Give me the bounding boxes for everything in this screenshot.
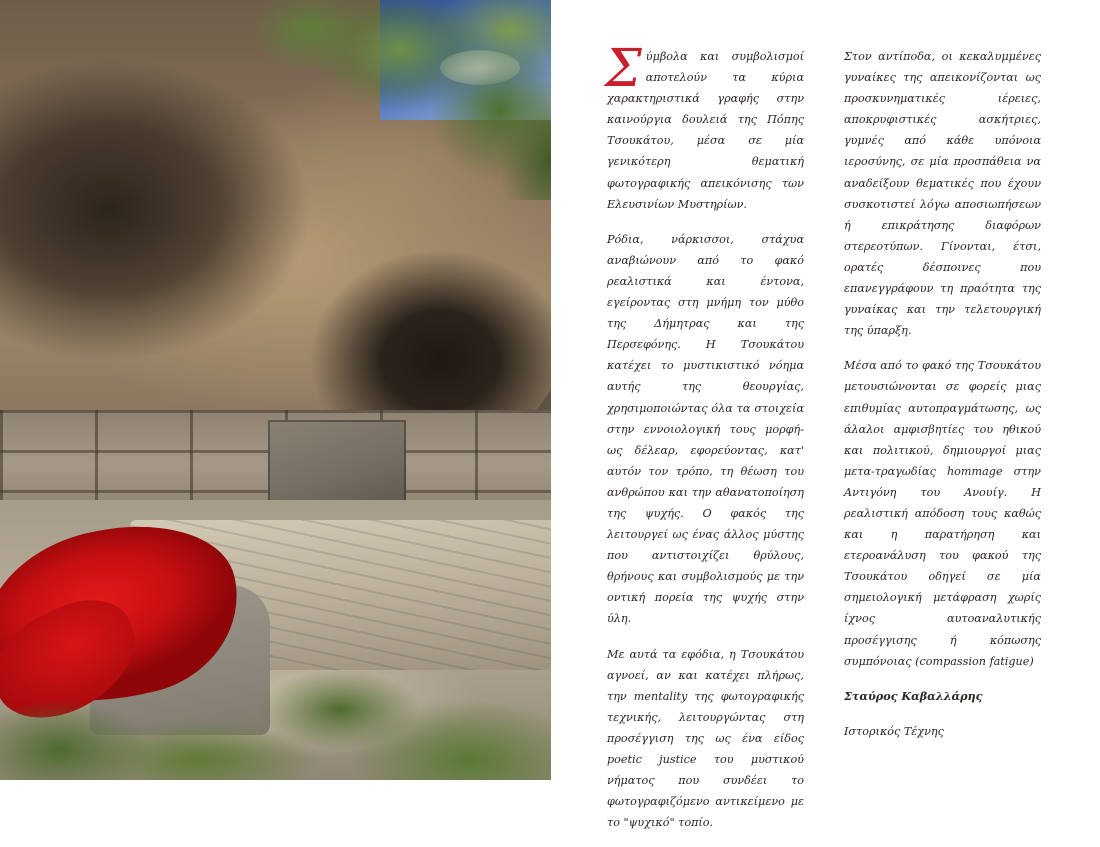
- author-title: Ιστορικός Τέχνης: [844, 724, 944, 738]
- paragraph-3: Με αυτά τα εφόδια, η Τσουκάτου αγνοεί, αν και κατέχει πλήρως, την mentality της φωτογραφικής τεχνικής, λειτουργώντας στη προσέγγιση της ως ένα είδος poetic justice του μυστικού νήματος που συνδέει το φωτογραφιζόμενο αντικείμενο με το "ψυχικό" τοπίο.: [607, 647, 804, 830]
- text-column-left: [605, 39, 804, 847]
- cover-photograph: [0, 0, 551, 780]
- author-name: Σταύρος Καβαλλάρης: [844, 688, 983, 703]
- paragraph-5: Μέσα από το φακό της Τσουκάτου μετουσιώνονται σε φορείς μιας επιθυμίας αυτοπραγμάτωσης, ως άλαλοι αμφισβητίες του ηθικού και πολιτικού, δημιουργοί μιας μετα-τραγωδίας hommage στην Αντιγόνη του Ανουίγ. Η ρεαλιστική απόδοση τους καθώς και η παρατήρηση και ετεροανάλυση του φακού της Τσουκάτου οδηγεί σε μία σημειολογική μετάφραση χωρίς ίχνος αυτοαναλυτικής προσέγγισης ή κόπωσης συμπόνοιας (compassion fatigue): [844, 359, 1041, 668]
- text-page: [551, 0, 1100, 830]
- paragraph-4: Στον αντίποδα, οι κεκαλυμμένες γυναίκες της απεικονίζονται ως προσκυνηματικές ιέρειες, αποκρυφιστικές ασκήτριες, γυμνές από κάθε υπόνοια ιεροσύνης, σε μία προσπάθεια να αναδείξουν θεματικές που έχουν συσκοτιστεί λόγω αποσιωπήσεων ή επικράτησης διαφόρων στερεοτύπων. Γίνονται, έτσι, ορατές δέσποινες που επανεγγράφουν τη πραότητα της γυναίκας και την τελετουργική της ύπαρξη.: [844, 50, 1041, 338]
- grass: [0, 650, 551, 780]
- stone-block: [268, 420, 406, 502]
- drop-cap: Σ: [605, 39, 642, 99]
- foliage: [250, 0, 551, 200]
- paragraph-2: Ρόδια, νάρκισσοι, στάχυα αναβιώνουν από το φακό ρεαλιστικά και έντονα, εγείροντας στη μνήμη τον μύθο της Δήμητρας και της Περσεφόνης. Η Τσουκάτου κατέχει το μυστικιστικό νόημα αυτής της θεουργίας, χρησιμοποιώντας όλα τα στοιχεία στην εννοιολογική τους μορφή- ως δέλεαρ, εφορεύοντας, κατ' αυτόν τον τρόπο, τη θέωση του ανθρώπου και την αθανατοποίηση της ψυχής. Ο φακός της λειτουργεί ως ένας άλλος μύστης που αντιστοιχίζει θρύλους, θρήνους και συμβολισμούς με την οντική πορεία της ψυχής στην ύλη.: [607, 232, 804, 626]
- paragraph-1-text: ύμβολα και συμβολισμοί αποτελούν τα κύρια χαρακτηριστικά γραφής στην καινούργια δουλειά της Πόπης Τσουκάτου, μέσα σε μία γενικότερη θεματική φωτογραφικής απεικόνισης των Ελευσινίων Μυστηρίων.: [607, 50, 804, 211]
- text-column-right: [844, 46, 1041, 756]
- paragraph-1: [605, 39, 804, 215]
